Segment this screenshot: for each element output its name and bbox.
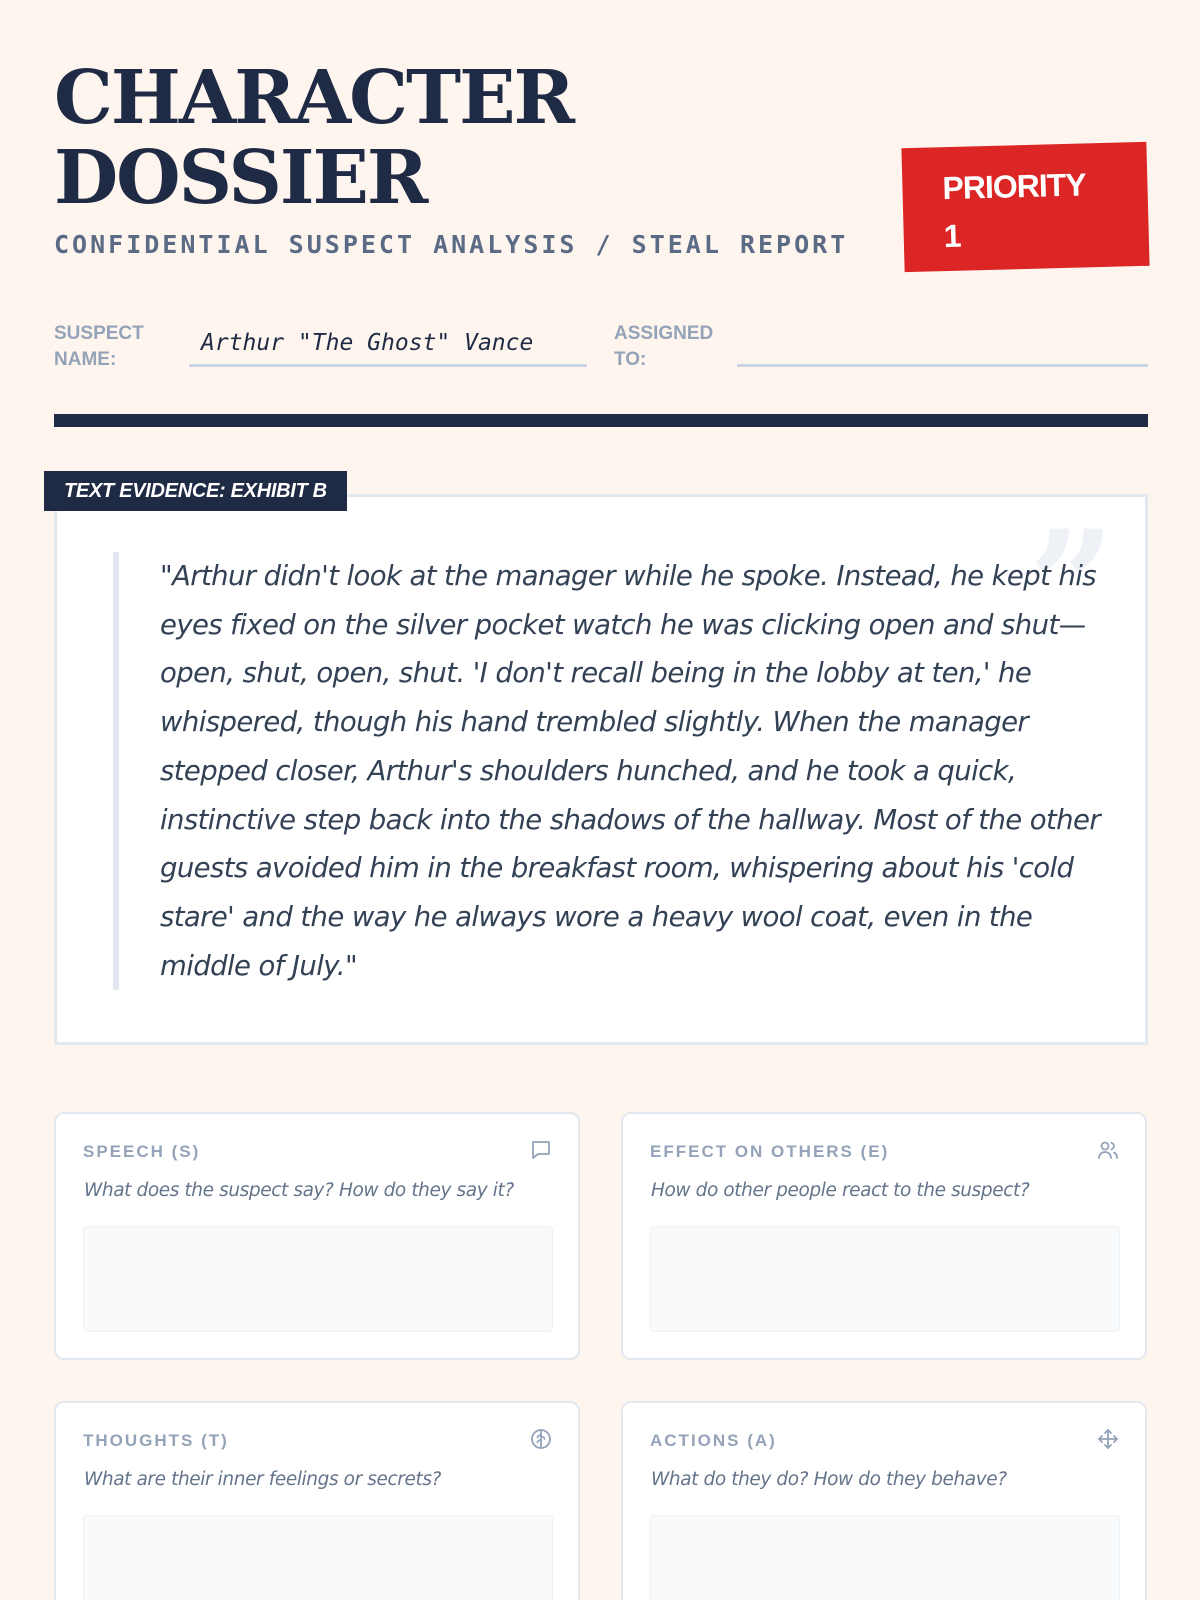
card-effect-on-others: [621, 1112, 1147, 1360]
suspect-name-label-line-2: NAME:: [54, 349, 117, 370]
card-thoughts: [54, 1401, 580, 1600]
card-prompt: What does the suspect say? How do they say it?: [84, 1180, 514, 1201]
title-line-2: DOSSIER: [54, 135, 427, 221]
assigned-to-label: [614, 321, 734, 373]
priority-stamp-label: PRIORITY: [942, 166, 1087, 207]
card-title: SPEECH (S): [83, 1142, 201, 1161]
speech-bubble-icon: [529, 1138, 553, 1162]
card-title: ACTIONS (A): [650, 1431, 777, 1450]
card-prompt: What are their inner feelings or secrets?: [84, 1469, 441, 1490]
card-speech: [54, 1112, 580, 1360]
card-title: THOUGHTS (T): [83, 1431, 229, 1450]
quote-bar: [113, 552, 119, 990]
evidence-box: [54, 494, 1148, 1045]
exhibit-tab: TEXT EVIDENCE: EXHIBIT B: [44, 471, 347, 511]
page-subtitle: CONFIDENTIAL SUSPECT ANALYSIS / STEAL REPORT: [54, 230, 849, 259]
assigned-to-label-line-1: ASSIGNED: [614, 323, 714, 344]
brain-icon: [529, 1427, 553, 1451]
header-divider: [54, 414, 1148, 427]
effect-on-others-answer-field[interactable]: [650, 1226, 1120, 1332]
suspect-name-label: [54, 321, 174, 373]
card-prompt: What do they do? How do they behave?: [651, 1469, 1007, 1490]
card-prompt: How do other people react to the suspect?: [651, 1180, 1030, 1201]
assigned-to-value: [737, 322, 1148, 330]
evidence-quote: "Arthur didn't look at the manager while he spoke. Instead, he kept his eyes fixed on the silver pocket watch he was clicking open and shut—open, shut, open, shut. 'I don't recall being in the lobby at ten,' he whispered, though his hand trembled slightly. When the manager stepped closer, Arthur's shoulders hunched, and he took a quick, instinctive step back into the shadows of the hallway. Most of the other guests avoided him in the breakfast room, whispering about his 'cold stare' and the way he always wore a heavy wool coat, even in the middle of July.": [160, 560, 1101, 982]
suspect-name-label-line-1: SUSPECT: [54, 323, 144, 344]
thoughts-answer-field[interactable]: [83, 1515, 553, 1600]
quote-icon: ”: [1028, 498, 1115, 674]
move-arrows-icon: [1096, 1427, 1120, 1451]
suspect-name-field[interactable]: [189, 322, 587, 367]
page-title: [54, 55, 674, 221]
assigned-to-field[interactable]: [737, 322, 1148, 367]
title-line-1: CHARACTER: [54, 55, 574, 141]
card-title: EFFECT ON OTHERS (E): [650, 1142, 890, 1161]
actions-answer-field[interactable]: [650, 1515, 1120, 1600]
suspect-name-value: Arthur "The Ghost" Vance: [201, 330, 534, 356]
speech-answer-field[interactable]: [83, 1226, 553, 1332]
priority-stamp: [901, 142, 1149, 272]
users-icon: [1096, 1138, 1120, 1162]
priority-stamp-value: 1: [943, 217, 961, 255]
assigned-to-label-line-2: TO:: [614, 349, 647, 370]
card-actions: [621, 1401, 1147, 1600]
